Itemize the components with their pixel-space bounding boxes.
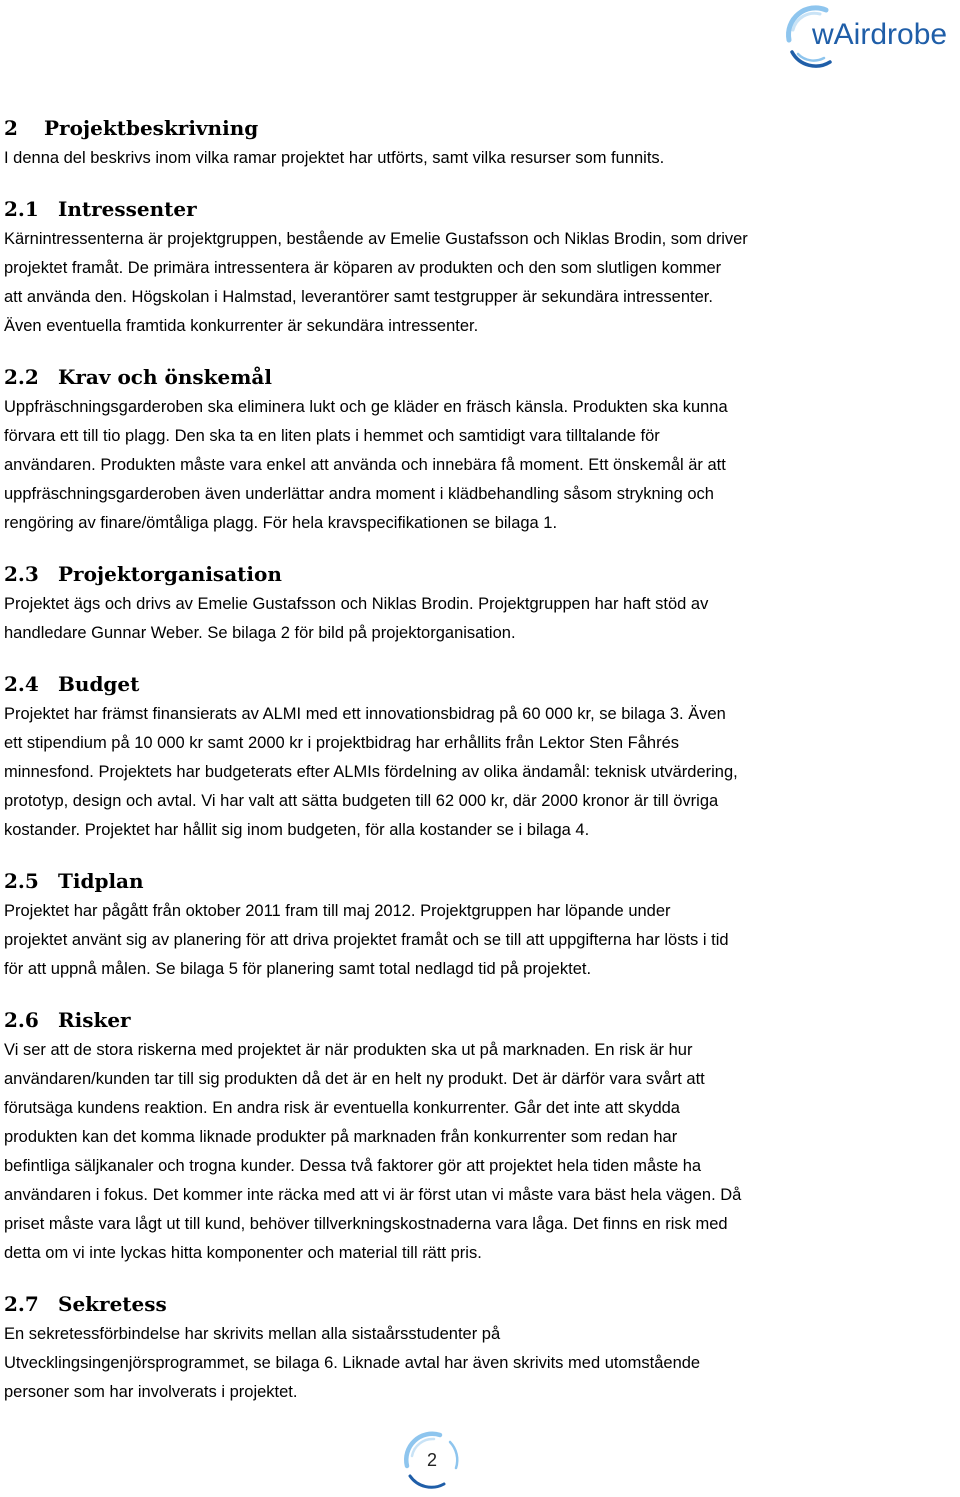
- section-number: 2.3: [4, 562, 39, 586]
- section-projektbeskrivning: [4, 113, 944, 173]
- body-line: En sekretessförbindelse har skrivits mellan alla sistaårsstudenter på: [4, 1325, 501, 1343]
- body-line: Utvecklingsingenjörsprogrammet, se bilaga 6. Liknade avtal har även skrivits med utomstående: [4, 1354, 701, 1372]
- logo-swirl-icon: [784, 2, 956, 72]
- section-title: Intressenter: [58, 197, 197, 221]
- body-line: Projektet har pågått från oktober 2011 fram till maj 2012. Projektgruppen har löpande under: [4, 902, 671, 920]
- wairdrobe-logo: [784, 2, 956, 72]
- body-line: produkten kan det komma liknade produkter på marknaden från konkurrenter som redan har: [4, 1128, 678, 1146]
- body-line: användaren/kunden tar till sig produkten då det är en helt ny produkt. Det är därför vara svårt att: [4, 1070, 705, 1088]
- body-line: att använda den. Högskolan i Halmstad, leverantörer samt testgrupper är sekundära intressenter.: [4, 288, 713, 306]
- document-body: [4, 113, 944, 1407]
- section-heading: [4, 1005, 944, 1035]
- section-number: 2.4: [4, 672, 39, 696]
- body-line: Även eventuella framtida konkurrenter är sekundära intressenter.: [4, 317, 479, 335]
- section-heading: [4, 113, 944, 143]
- section-title: Budget: [58, 672, 140, 696]
- section-number: 2.6: [4, 1008, 39, 1032]
- section-heading: [4, 1289, 944, 1319]
- section-heading: [4, 559, 944, 589]
- section-paragraph: [4, 700, 944, 845]
- body-line: prototyp, design och avtal. Vi har valt att sätta budgeten till 62 000 kr, där 2000 kronor är till övriga: [4, 792, 719, 810]
- section-budget: [4, 669, 944, 845]
- body-line: I denna del beskrivs inom vilka ramar projektet har utförts, samt vilka resurser som funnits.: [4, 149, 665, 167]
- page-number-swirl-icon: [400, 1428, 464, 1492]
- section-paragraph: [4, 590, 944, 648]
- page-number: [400, 1428, 464, 1492]
- section-title: Tidplan: [58, 869, 144, 893]
- section-number: 2.2: [4, 365, 39, 389]
- body-line: Vi ser att de stora riskerna med projektet är när produkten ska ut på marknaden. En risk är hur: [4, 1041, 693, 1059]
- section-heading: [4, 362, 944, 392]
- body-line: minnesfond. Projektets har budgeterats efter ALMIs fördelning av olika ändamål: teknisk utvärdering,: [4, 763, 738, 781]
- section-number: 2: [4, 116, 18, 140]
- body-line: användaren i fokus. Det kommer inte räcka med att vi är först utan vi måste vara bäst hela vägen. Då: [4, 1186, 742, 1204]
- body-line: befintliga säljkanaler och trogna kunder. Dessa två faktorer gör att projektet hela tiden måste ha: [4, 1157, 702, 1175]
- section-paragraph: [4, 393, 944, 538]
- section-paragraph: [4, 225, 944, 341]
- body-line: handledare Gunnar Weber. Se bilaga 2 för bild på projektorganisation.: [4, 624, 516, 642]
- body-line: detta om vi inte lyckas hitta komponenter och material till rätt pris.: [4, 1244, 482, 1262]
- section-paragraph: [4, 1320, 944, 1407]
- section-title: Projektbeskrivning: [44, 116, 259, 140]
- body-line: rengöring av finare/ömtåliga plagg. För hela kravspecifikationen se bilaga 1.: [4, 514, 558, 532]
- section-title: Sekretess: [58, 1292, 167, 1316]
- body-line: för att uppnå målen. Se bilaga 5 för planering samt total nedlagd tid på projektet.: [4, 960, 592, 978]
- section-title: Risker: [58, 1008, 131, 1032]
- body-line: ett stipendium på 10 000 kr samt 2000 kr i projektbidrag har erhållits från Lektor Sten Fåhrés: [4, 734, 680, 752]
- body-line: priset måste vara lågt ut till kund, behöver tillverkningskostnaderna vara låga. Det finns en risk med: [4, 1215, 728, 1233]
- section-projektorganisation: [4, 559, 944, 648]
- section-intressenter: [4, 194, 944, 341]
- body-line: förvara ett till tio plagg. Den ska ta en liten plats i hemmet och samtidigt vara tilltalande för: [4, 427, 660, 445]
- section-paragraph: [4, 1036, 944, 1268]
- body-line: förutsäga kundens reaktion. En andra risk är eventuella konkurrenter. Går det inte att skydda: [4, 1099, 680, 1117]
- body-line: kostander. Projektet har hållit sig inom budgeten, för alla kostander se i bilaga 4.: [4, 821, 590, 839]
- section-number: 2.7: [4, 1292, 39, 1316]
- body-line: personer som har involverats i projektet.: [4, 1383, 298, 1401]
- section-tidplan: [4, 866, 944, 984]
- section-title: Projektorganisation: [58, 562, 282, 586]
- body-line: Projektet ägs och drivs av Emelie Gustafsson och Niklas Brodin. Projektgruppen har haft stöd av: [4, 595, 709, 613]
- body-line: uppfräschningsgarderoben även underlättar andra moment i klädbehandling såsom strykning och: [4, 485, 714, 503]
- body-line: användaren. Produkten måste vara enkel att använda och innebära få moment. Ett önskemål är att: [4, 456, 726, 474]
- section-heading: [4, 669, 944, 699]
- section-number: 2.1: [4, 197, 39, 221]
- section-sekretess: [4, 1289, 944, 1407]
- page-number-text: 2: [426, 1450, 438, 1470]
- body-line: projektet framåt. De primära intressentera är köparen av produkten och den som slutligen kommer: [4, 259, 722, 277]
- section-risker: [4, 1005, 944, 1268]
- section-krav-och-onskemal: [4, 362, 944, 538]
- section-paragraph: [4, 897, 944, 984]
- section-heading: [4, 866, 944, 896]
- section-title: Krav och önskemål: [58, 365, 272, 389]
- body-line: Projektet har främst finansierats av ALMI med ett innovationsbidrag på 60 000 kr, se bilaga 3. Även: [4, 705, 726, 723]
- section-number: 2.5: [4, 869, 39, 893]
- body-line: projektet använt sig av planering för att driva projektet framåt och se till att uppgifterna har lösts i tid: [4, 931, 729, 949]
- body-line: Kärnintressenterna är projektgruppen, bestående av Emelie Gustafsson och Niklas Brodin, som driver: [4, 230, 748, 248]
- logo-text: wAirdrobe: [812, 18, 948, 51]
- body-line: Uppfräschningsgarderoben ska eliminera lukt och ge kläder en fräsch känsla. Produkten ska kunna: [4, 398, 728, 416]
- section-paragraph: [4, 144, 944, 173]
- section-heading: [4, 194, 944, 224]
